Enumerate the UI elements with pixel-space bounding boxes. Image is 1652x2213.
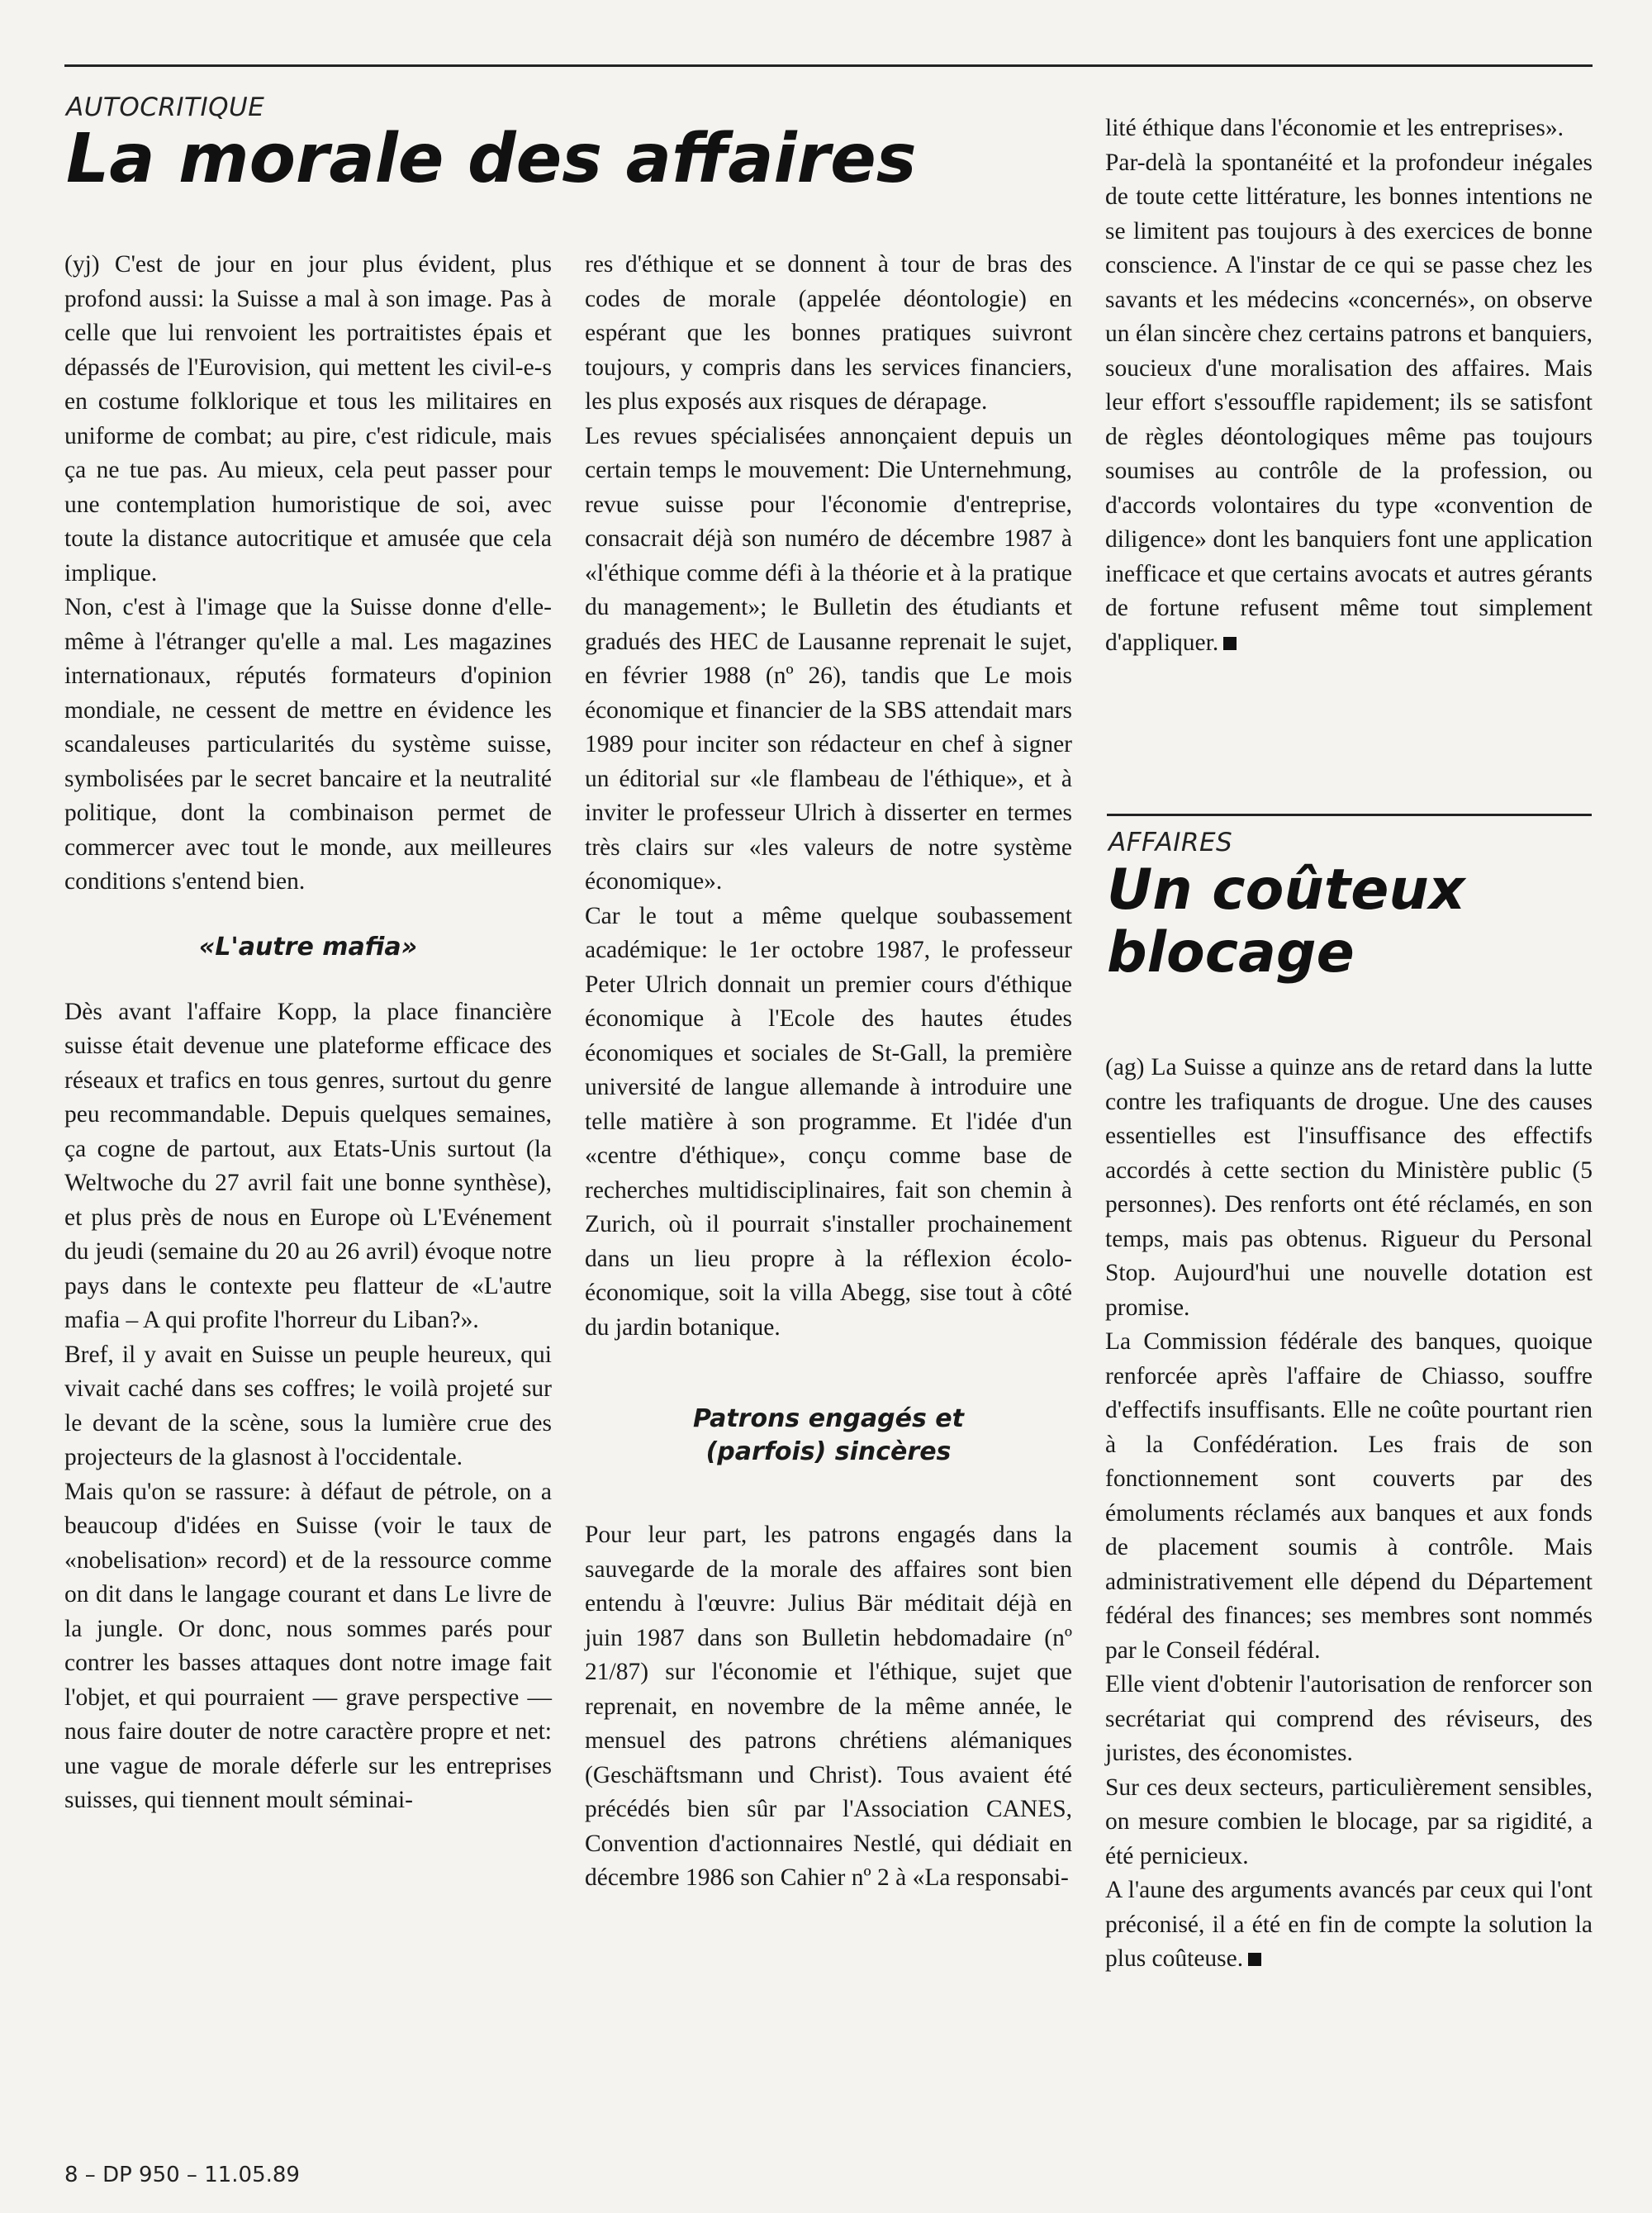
paragraph: Dès avant l'affaire Kopp, la place financière suisse était devenue une plateforme efficace des réseaux et trafics en tous genres, surtout du genre peu recommandable. Depuis quelques semaines, ça cogne de partout, aux Etats-Unis surtout (la Weltwoche du 27 avril fait une bonne synthèse), et plus près de nous en Europe où L'Evénement du jeudi (semaine du 20 au 26 avril) évoque notre pays dans le contexte peu flatteur de «L'autre mafia – A qui profite l'horreur du Liban?». xyxy=(64,998,552,1333)
paragraph: Pour leur part, les patrons engagés dans la sauvegarde de la morale des affaires sont bien entendu à l'œuvre: Julius Bär méditait déjà en juin 1987 dans son Bulletin hebdomadaire (nº 21/87) sur l'économie et l'éthique, sujet que reprenait, en novembre de la même année, le mensuel des patrons chrétiens alémaniques (Geschäftsmann und Christ). Tous avaient été précédés bien sûr par l'Association CANES, Convention d'actionnaires Nestlé, qui dédiait en décembre 1986 son Cahier nº 2 à «La responsabi- xyxy=(585,1522,1072,1891)
article2-title-line: Un coûteux xyxy=(1107,857,1465,923)
article1-title: La morale des affaires xyxy=(66,120,917,198)
paragraph: Mais qu'on se rassure: à défaut de pétrole, on a beaucoup d'idées en Suisse (voir le taux de «nobelisation» record) et de la ressource comme on dit dans le langage courant et dans Le livre de la jungle. Or donc, nous sommes parés pour contrer les basses attaques dont notre image fait l'objet, et qui pourraient — grave perspective — nous faire douter de notre caractère propre et net: une vague de morale déferle sur les entreprises suisses, qui tiennent moult séminai- xyxy=(64,1478,552,1813)
paragraph: Non, c'est à l'image que la Suisse donne d'elle-même à l'étranger qu'elle a mal. Les magazines internationaux, réputés formateurs d'opinion mondiale, ne cessent de mettre en évidence les scandaleuses particularités du système suisse, symbolisées par le secret bancaire et la neutralité politique, dont la combinaison permet de commercer avec tout le monde, aux meilleures conditions s'entend bien. xyxy=(64,594,552,895)
end-mark-icon xyxy=(1223,637,1237,650)
article1-column-3 xyxy=(1105,112,1593,660)
paragraph: Bref, il y avait en Suisse un peuple heureux, qui vivait caché dans ses coffres; le voilà projeté sur le devant de la scène, sous la lumière crue des projecteurs de la glasnost à l'occidentale. xyxy=(64,1341,552,1470)
paragraph xyxy=(1105,1873,1593,1977)
subheading-autre-mafia: «L'autre mafia» xyxy=(198,932,418,962)
page-footer: 8 – DP 950 – 11.05.89 xyxy=(64,2163,300,2187)
paragraph: Car le tout a même quelque soubassement académique: le 1er octobre 1987, le professeur Peter Ulrich donnait un premier cours d'éthique économique à l'Ecole des hautes études économiques et sociales de St-Gall, la première université de langue allemande à introduire une telle matière à son programme. Et l'idée d'un «centre d'éthique», conçu comme base de recherches multidisciplinaires, fait son chemin à Zurich, où il pourrait s'installer prochainement dans un lieu propre à la réflexion écolo-économique, soit la villa Abegg, sise tout à côté du jardin botanique. xyxy=(585,902,1072,1341)
top-rule xyxy=(64,64,1593,67)
paragraph: La Commission fédérale des banques, quoique renforcée après l'affaire de Chiasso, souffre d'effectifs insuffisants. Elle ne coûte pourtant rien à la Confédération. Les frais de son fonctionnement sont couverts par des émoluments réclamés aux banques et aux fonds de placement soumis à contrôle. Mais administrativement elle dépend du Département fédéral des finances; ses membres sont nommés par le Conseil fédéral. xyxy=(1105,1328,1593,1664)
paragraph-text: A l'aune des arguments avancés par ceux qui l'ont préconisé, il a été en fin de compte la solution la plus coûteuse. xyxy=(1105,1877,1593,1972)
article-separator-rule xyxy=(1107,814,1592,816)
paragraph: Les revues spécialisées annonçaient depuis un certain temps le mouvement: Die Unternehmung, revue suisse pour l'économie d'entreprise, consacrait déjà son numéro de décembre 1987 à «l'éthique comme défi à la théorie et à la pratique du management»; le Bulletin des étudiants et gradués des HEC de Lausanne reprenait le sujet, en février 1988 (nº 26), tandis que Le mois économique et financier de la SBS attendait mars 1989 pour inciter son rédacteur en chef à signer un éditorial sur «le flambeau de l'éthique», et à inviter le professeur Ulrich à disserter en termes très clairs sur «les valeurs de notre système économique». xyxy=(585,422,1072,895)
article1-rubric: AUTOCRITIQUE xyxy=(66,93,265,122)
article2-title xyxy=(1107,859,1465,985)
article2-rubric: AFFAIRES xyxy=(1108,828,1233,857)
article2-body xyxy=(1105,1051,1593,1977)
paragraph: (yj) C'est de jour en jour plus évident, plus profond aussi: la Suisse a mal à son image. Pas à celle que lui renvoient les portraitistes épais et dépassés de l'Eurovision, qui mettent les civil-e-s en costume folklorique et tous les militaires en uniforme de combat; au pire, c'est ridicule, mais ça ne tue pas. Au mieux, cela peut passer pour une contemplation humoristique de soi, avec toute la distance autocritique et amusée que cela implique. xyxy=(64,251,552,586)
paragraph: (ag) La Suisse a quinze ans de retard dans la lutte contre les trafiquants de drogue. Une des causes essentielles est l'insuffisance des effectifs accordés à cette section du Ministère public (5 personnes). Des renforts ont été réclamés, en son temps, mais pas obtenus. Rigueur du Personal Stop. Aujourd'hui une nouvelle dotation est promise. xyxy=(1105,1054,1593,1321)
paragraph: res d'éthique et se donnent à tour de bras des codes de morale (appelée déontologie) en espérant que les bonnes pratiques suivront toujours, y compris dans les services financiers, les plus exposés aux risques de dérapage. xyxy=(585,251,1072,415)
paragraph-text: Par-delà la spontanéité et la profondeur inégales de toute cette littérature, les bonnes intentions ne se limitent pas toujours à des exercices de bonne conscience. A l'instar de ce qui se passe chez les savants et les médecins «concernés», on observe un élan sincère chez certains patrons et banquiers, soucieux d'une moralisation des affaires. Mais leur effort s'essouffle rapidement; ils se satisfont de règles déontologiques même pas toujours soumises au contrôle de la profession, ou d'accords volontaires du type «convention de diligence» dont les banquiers font une application inefficace et que certains avocats et autres gérants de fortune refusent même tout simplement d'appliquer. xyxy=(1105,149,1593,656)
article2-title-line: blocage xyxy=(1107,920,1355,985)
subheading-patrons-engages: Patrons engagés et (parfois) sincères xyxy=(693,1404,964,1466)
paragraph: lité éthique dans l'économie et les entreprises». xyxy=(1105,115,1564,141)
end-mark-icon xyxy=(1248,1953,1261,1966)
article1-column-2 xyxy=(585,248,1072,1896)
paragraph xyxy=(1105,146,1593,661)
article1-column-1 xyxy=(64,248,552,1818)
paragraph: Sur ces deux secteurs, particulièrement sensibles, on mesure combien le blocage, par sa rigidité, a été pernicieux. xyxy=(1105,1774,1593,1869)
paragraph: Elle vient d'obtenir l'autorisation de renforcer son secrétariat qui comprend des réviseurs, des juristes, des économistes. xyxy=(1105,1671,1593,1766)
